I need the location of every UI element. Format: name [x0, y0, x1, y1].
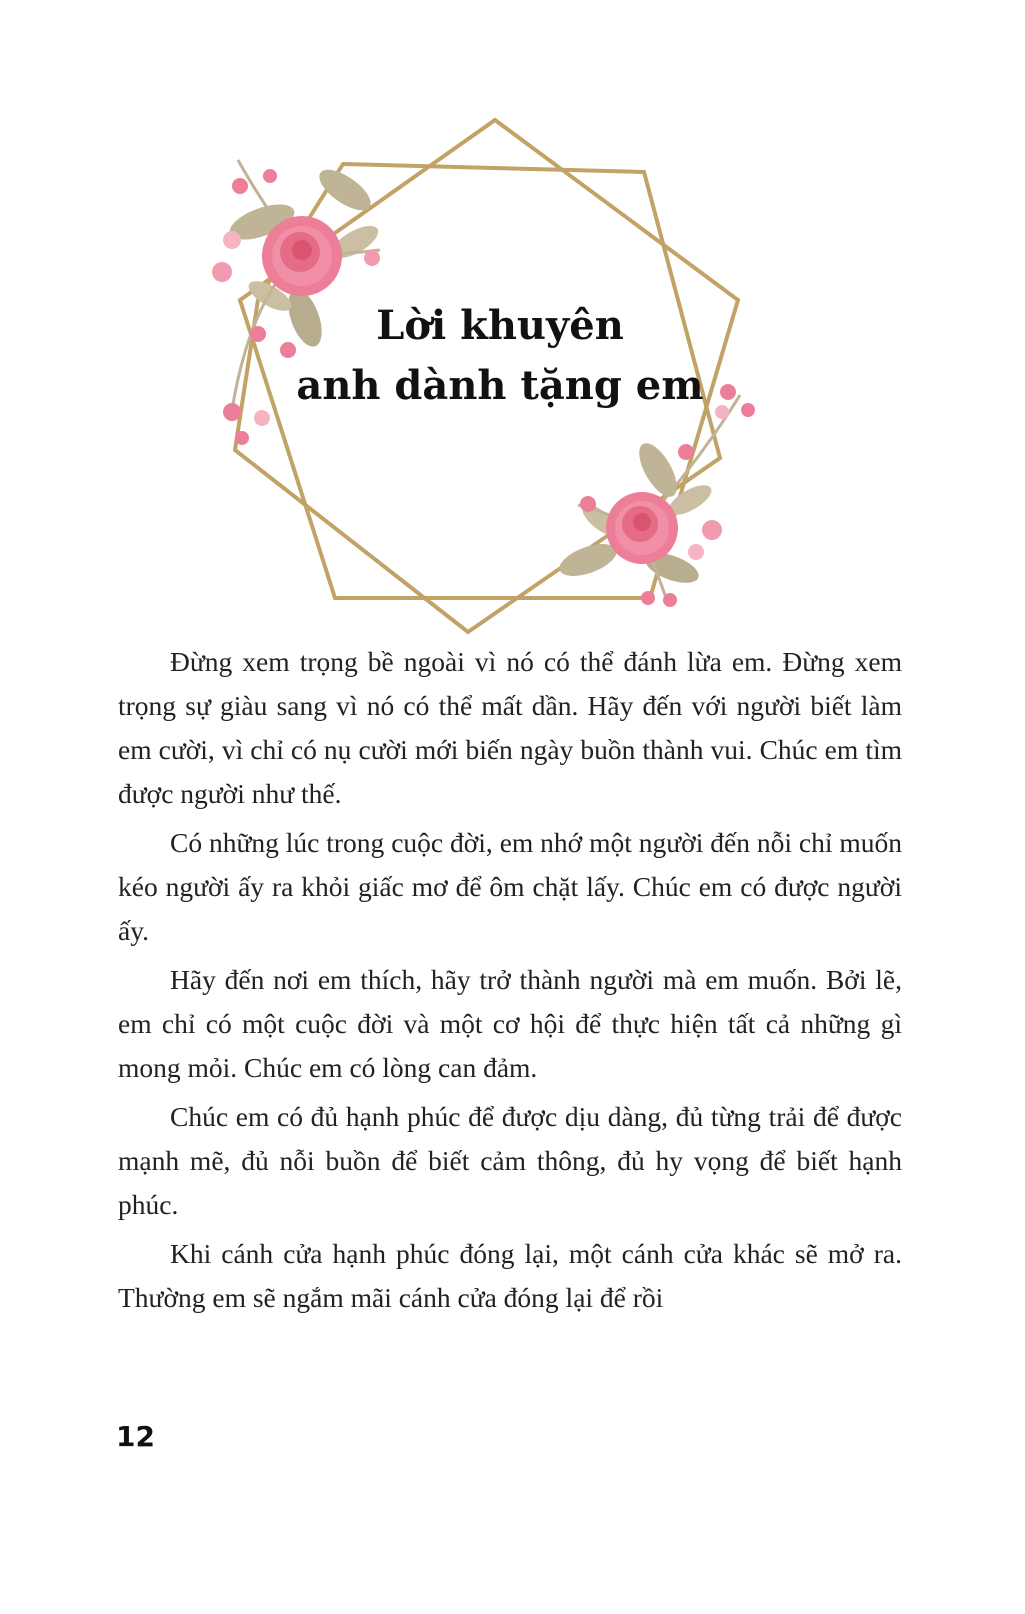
paragraph: Khi cánh cửa hạnh phúc đóng lại, một cánh cửa khác sẽ mở ra. Thường em sẽ ngắm mãi cánh cửa đóng lại để rồi: [118, 1238, 902, 1313]
page-number: 12: [116, 1420, 155, 1453]
title-line-2: anh dành tặng em: [296, 362, 704, 409]
chapter-title: [280, 296, 720, 416]
paragraph: Hãy đến nơi em thích, hãy trở thành người mà em muốn. Bởi lẽ, em chỉ có một cuộc đời và một cơ hội để thực hiện tất cả những gì mong mỏi. Chúc em có lòng can đảm.: [118, 964, 902, 1083]
title-line-1: Lời khuyên: [376, 302, 624, 349]
paragraph: Đừng xem trọng bề ngoài vì nó có thể đánh lừa em. Đừng xem trọng sự giàu sang vì nó có thể mất dần. Hãy đến với người biết làm em cười, vì chỉ có nụ cười mới biến ngày buồn thành vui. Chúc em tìm được người như thế.: [118, 646, 902, 809]
paragraph: Chúc em có đủ hạnh phúc để được dịu dàng, đủ từng trải để được mạnh mẽ, đủ nỗi buồn để biết cảm thông, đủ hy vọng để biết hạnh phúc.: [118, 1101, 902, 1220]
body-text: [118, 640, 902, 1325]
paragraph: Có những lúc trong cuộc đời, em nhớ một người đến nỗi chỉ muốn kéo người ấy ra khỏi giấc mơ để ôm chặt lấy. Chúc em có được người ấy.: [118, 827, 902, 946]
